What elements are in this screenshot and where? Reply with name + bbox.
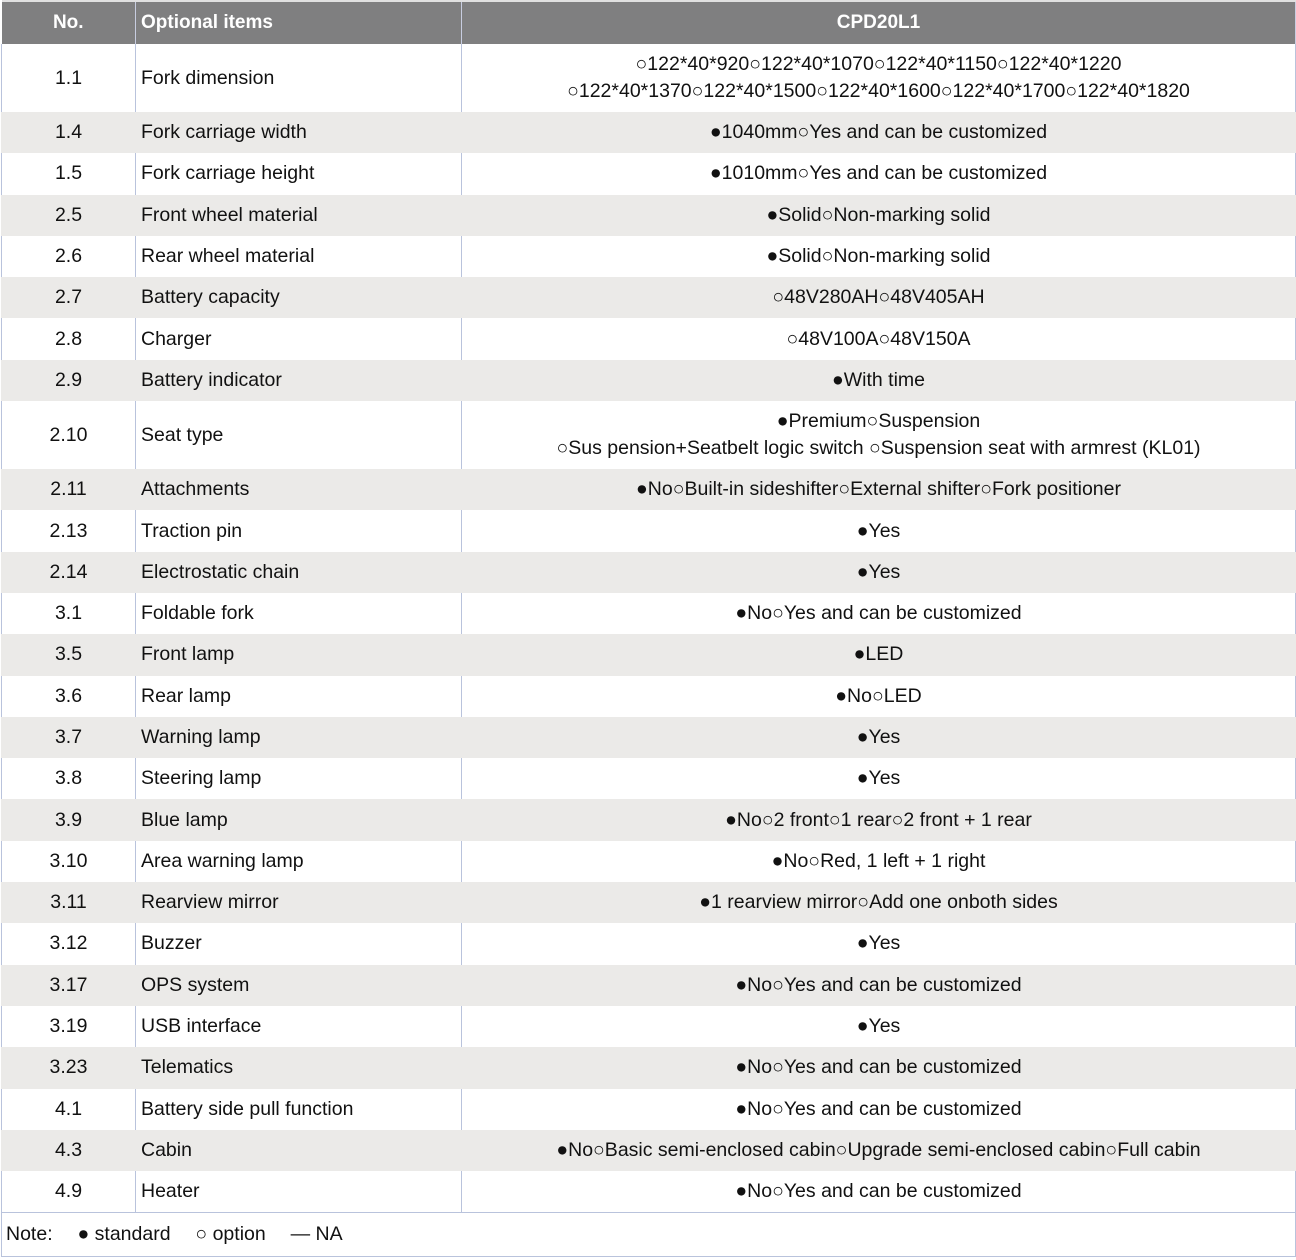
row-number: 1.4: [2, 112, 136, 153]
row-options: [462, 1089, 1296, 1130]
option-line: ○48V280AH○48V405AH: [772, 286, 985, 309]
row-number: 2.9: [2, 360, 136, 401]
option-line: ●1040mm○Yes and can be customized: [709, 121, 1048, 144]
header-model: CPD20L1: [462, 1, 1296, 44]
table-row: [2, 236, 1296, 277]
legend-label: Note:: [6, 1222, 53, 1245]
row-options: [462, 552, 1296, 593]
row-number: 2.10: [2, 401, 136, 469]
legend-row: [2, 1212, 1296, 1256]
row-number: 4.1: [2, 1089, 136, 1130]
table-row: [2, 841, 1296, 882]
option-line: ●No○Built-in sideshifter○External shifter○Fork positioner: [636, 478, 1121, 501]
row-item-name: Fork carriage height: [136, 153, 462, 194]
option-line: ○122*40*920○122*40*1070○122*40*1150○122*40*1220: [635, 53, 1122, 75]
row-options: [462, 882, 1296, 923]
row-options: [462, 634, 1296, 675]
table-row: [2, 1006, 1296, 1047]
row-item-name: Fork dimension: [136, 44, 462, 112]
option-line: ●No○Yes and can be customized: [735, 1056, 1022, 1079]
table-row: [2, 634, 1296, 675]
row-options: [462, 1006, 1296, 1047]
row-number: 2.8: [2, 318, 136, 359]
row-number: 3.23: [2, 1047, 136, 1088]
row-item-name: Front lamp: [136, 634, 462, 675]
row-options: [462, 236, 1296, 277]
legend-note: [2, 1212, 1296, 1256]
row-item-name: Front wheel material: [136, 195, 462, 236]
row-number: 2.13: [2, 510, 136, 551]
row-options: [462, 112, 1296, 153]
table-row: [2, 965, 1296, 1006]
table-row: [2, 277, 1296, 318]
option-line: ●Premium○Suspension: [776, 410, 981, 433]
row-item-name: Rear lamp: [136, 676, 462, 717]
row-item-name: Electrostatic chain: [136, 552, 462, 593]
row-item-name: Foldable fork: [136, 593, 462, 634]
table-row: [2, 923, 1296, 964]
option-line: ●Solid○Non-marking solid: [766, 245, 991, 268]
table-row: [2, 552, 1296, 593]
row-number: 3.11: [2, 882, 136, 923]
table-row: [2, 360, 1296, 401]
table-row: [2, 510, 1296, 551]
row-options: [462, 401, 1296, 469]
row-item-name: Battery indicator: [136, 360, 462, 401]
row-item-name: Telematics: [136, 1047, 462, 1088]
row-item-name: Buzzer: [136, 923, 462, 964]
row-item-name: Blue lamp: [136, 799, 462, 840]
option-line: ●No○2 front○1 rear○2 front + 1 rear: [725, 808, 1032, 831]
table-row: [2, 882, 1296, 923]
row-options: [462, 1171, 1296, 1212]
option-line: ●LED: [853, 643, 904, 666]
row-number: 2.14: [2, 552, 136, 593]
row-options: [462, 1047, 1296, 1088]
row-item-name: Heater: [136, 1171, 462, 1212]
row-number: 2.11: [2, 469, 136, 510]
row-options: [462, 318, 1296, 359]
table-row: [2, 676, 1296, 717]
option-line: ●Yes: [856, 726, 901, 748]
table-body: [2, 44, 1296, 1212]
row-item-name: Attachments: [136, 469, 462, 510]
table-row: [2, 758, 1296, 799]
row-item-name: Traction pin: [136, 510, 462, 551]
row-options: [462, 799, 1296, 840]
option-line: ●No○Yes and can be customized: [735, 973, 1022, 996]
option-line: ●No○Red, 1 left + 1 right: [771, 849, 986, 872]
table-row: [2, 1171, 1296, 1212]
row-options: [462, 510, 1296, 551]
row-options: [462, 717, 1296, 758]
row-number: 2.6: [2, 236, 136, 277]
row-number: 2.7: [2, 277, 136, 318]
option-line: ●1 rearview mirror○Add one onboth sides: [699, 891, 1058, 914]
legend-standard: ● standard: [77, 1222, 171, 1245]
row-options: [462, 841, 1296, 882]
row-options: [462, 758, 1296, 799]
table-row: [2, 153, 1296, 194]
row-number: 1.5: [2, 153, 136, 194]
row-number: 3.9: [2, 799, 136, 840]
option-line: ●1010mm○Yes and can be customized: [709, 162, 1048, 185]
table-row: [2, 195, 1296, 236]
row-number: 3.12: [2, 923, 136, 964]
row-options: [462, 593, 1296, 634]
option-line: ●Yes: [856, 1015, 901, 1038]
option-line: ○Sus pension+Seatbelt logic switch ○Suspension seat with armrest (KL01): [556, 437, 1201, 460]
row-item-name: USB interface: [136, 1006, 462, 1047]
row-item-name: Charger: [136, 318, 462, 359]
row-options: [462, 923, 1296, 964]
row-number: 4.9: [2, 1171, 136, 1212]
optional-items-table: [1, 0, 1296, 1257]
row-item-name: Battery capacity: [136, 277, 462, 318]
row-options: [462, 360, 1296, 401]
option-line: ●No○LED: [835, 684, 922, 707]
legend-option: ○ option: [195, 1222, 266, 1245]
row-options: [462, 277, 1296, 318]
option-line: ●No○Yes and can be customized: [735, 1180, 1022, 1203]
row-options: [462, 44, 1296, 112]
row-number: 3.1: [2, 593, 136, 634]
option-line: ●Yes: [856, 932, 901, 955]
row-options: [462, 195, 1296, 236]
row-number: 2.5: [2, 195, 136, 236]
row-item-name: Rear wheel material: [136, 236, 462, 277]
row-item-name: Cabin: [136, 1130, 462, 1171]
table-row: [2, 799, 1296, 840]
option-line: ●No○Yes and can be customized: [735, 602, 1022, 625]
row-number: 1.1: [2, 44, 136, 112]
row-number: 3.19: [2, 1006, 136, 1047]
row-number: 3.10: [2, 841, 136, 882]
row-item-name: Battery side pull function: [136, 1089, 462, 1130]
row-item-name: OPS system: [136, 965, 462, 1006]
option-line: ●Yes: [856, 519, 901, 542]
table-row: [2, 318, 1296, 359]
table-row: [2, 469, 1296, 510]
option-line: ●Yes: [856, 767, 901, 790]
header-optional-items: Optional items: [136, 1, 462, 44]
row-options: [462, 965, 1296, 1006]
option-line: ●No○Yes and can be customized: [735, 1097, 1022, 1120]
option-line: ●Yes: [856, 560, 901, 583]
table-row: [2, 112, 1296, 153]
row-number: 3.7: [2, 717, 136, 758]
row-item-name: Area warning lamp: [136, 841, 462, 882]
row-item-name: Warning lamp: [136, 717, 462, 758]
row-options: [462, 1130, 1296, 1171]
row-number: 4.3: [2, 1130, 136, 1171]
header-no: No.: [2, 1, 136, 44]
table-row: [2, 1089, 1296, 1130]
row-options: [462, 469, 1296, 510]
row-options: [462, 153, 1296, 194]
table-row: [2, 1130, 1296, 1171]
row-item-name: Steering lamp: [136, 758, 462, 799]
row-number: 3.8: [2, 758, 136, 799]
row-options: [462, 676, 1296, 717]
row-item-name: Seat type: [136, 401, 462, 469]
table-row: [2, 717, 1296, 758]
row-number: 3.5: [2, 634, 136, 675]
row-item-name: Rearview mirror: [136, 882, 462, 923]
option-line: ●No○Basic semi-enclosed cabin○Upgrade semi-enclosed cabin○Full cabin: [556, 1138, 1201, 1161]
table-row: [2, 593, 1296, 634]
table-row: [2, 44, 1296, 112]
legend-na: — NA: [290, 1222, 343, 1245]
table-header-row: [2, 1, 1296, 44]
table-row: [2, 1047, 1296, 1088]
option-line: ●With time: [831, 368, 926, 391]
row-number: 3.6: [2, 676, 136, 717]
option-line: ○48V100A○48V150A: [786, 327, 971, 350]
row-number: 3.17: [2, 965, 136, 1006]
table-row: [2, 401, 1296, 469]
option-line: ○122*40*1370○122*40*1500○122*40*1600○122*40*1700○122*40*1820: [567, 80, 1190, 102]
option-line: ●Solid○Non-marking solid: [766, 203, 991, 226]
row-item-name: Fork carriage width: [136, 112, 462, 153]
